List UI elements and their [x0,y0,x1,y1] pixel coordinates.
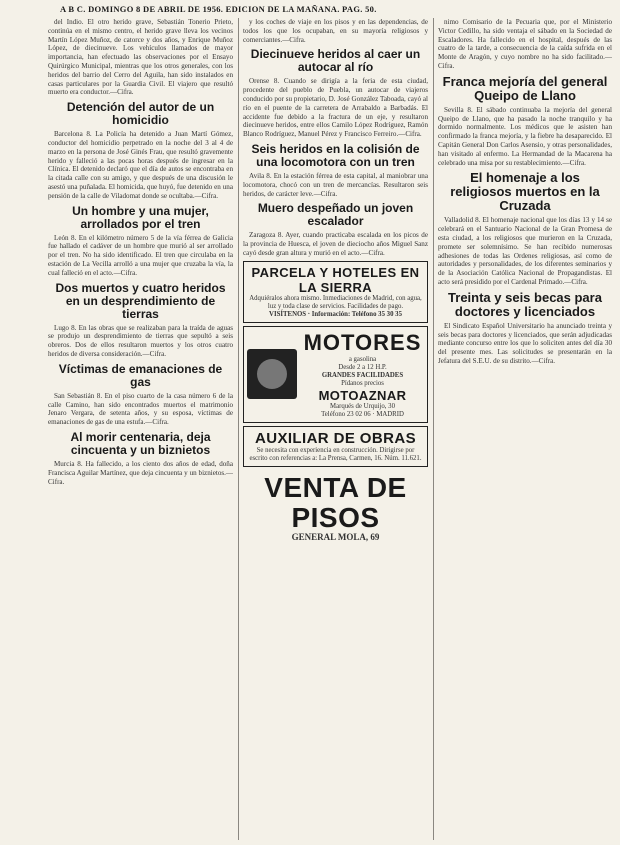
ad-body: Se necesita con experiencia en construcción. Dirigirse por escrito con referencias a: La Prensa, Carmen, 16. Núm. 11.621. [249,446,422,462]
ad-title: MOTORES [303,329,422,355]
motor-icon [247,349,297,399]
column-rule [433,18,434,840]
article-body: Lugo 8. En las obras que se realizaban para la traída de aguas se produjo un desprendimiento de tierras que sepultó a seis obreros. Dos de ellos resultaron muertos y los otros cuatro heridos de diversa consideración.—Cifra. [48,323,233,358]
headline: Al morir centenaria, deja cincuenta y un biznietos [70,429,211,457]
column-rule [238,18,239,840]
ad-line: Pídanos precios [341,379,384,387]
article-continuation: nimo Comisario de la Pecuaria que, por el Ministerio Victor Cedillo, ha sido ventaja el sábado en la Sociedad de Escaladores. Ha fallecido en el hospital, después de las cuatro de la tarde, a consecuencia de la caída sufrida en el Monte de Aragón, y cuyo nombre no ha sido facilitado.—Cifra. [438,18,612,70]
headline: Dos muertos y cuatro heridos en un desprendimiento de tierras [55,280,226,321]
headline: Diecinueve heridos al caer un autocar al río [250,47,421,75]
ad-line: GRANDES FACILIDADES [321,371,404,379]
page-header: A B C. DOMINGO 8 DE ABRIL DE 1956. EDICION DE LA MAÑANA. PAG. 50. [60,4,377,14]
column-middle [243,18,428,840]
ad-phone: Teléfono 23 02 06 · MADRID [321,410,404,418]
headline: Muero despeñado un joven escalador [257,201,414,229]
article-body: Sevilla 8. El sábado continuaba la mejoría del general Queipo de Llano, que ha pasado la noche tranquilo y ha dormido normalmente. Los médicos que le asisten han confirmado la franca mejoría, y la fiebre ha desaparecido. El Capitán General Don Carlos Asensio, y otras personalidades, han visitado al enfermo. La Hermandad de la Macarena ha celebrado una misa por su restablecimiento.—Cifra. [438,105,612,167]
article-body: Avila 8. En la estación férrea de esta capital, al maniobrar una locomotora, chocó con un tren de mercancías. Resultaron seis heridos, de carácter leve.—Cifra. [243,171,428,198]
ad-title: VENTA DE PISOS [264,471,407,533]
ad-title: AUXILIAR DE OBRAS [255,429,416,447]
article-body: Orense 8. Cuando se dirigía a la feria de esta ciudad, procedente del pueblo de Puebla, un autocar de viajeros conducido por su propietario, D. José González Taboada, cayó al río en el puente de la carretera de Arrabaldo a Barbadás. El accidente fue debido a la fractura de un eje, y resultaron diecinueve heridos, entre ellos Camilo López Rodríguez, Ramón Blanco Rodríguez, Manuel Pérez y Francisco Ferreiro.—Cifra. [243,77,428,139]
article-body: El Sindicato Español Universitario ha anunciado treinta y seis becas para doctores y licenciados, que serán adjudicadas mediante concurso entre los que lo soliciten antes del día 30 del presente mes. Las solicitudes se presentarán en la Jefatura del S.E.U. de su distrito.—Cifra. [438,321,612,365]
ad-footer: VISÍTENOS · Información: Teléfono 35 30 35 [269,310,402,318]
article-continuation: del Indio. El otro herido grave, Sebastián Tonerio Prieto, continúa en el mismo centro, el herido grave lleva los vecinos Martín López Muñoz, de catorce y dos años, y Enrique Muñoz López, de diecinueve. Los vehículos llamados de mayor importancia, han efectuado las observaciones por el Ensayo Quirúrgico Municipal, mientras que los otros generales, con los heridos del barrio del Cerro del Aguila, han sido instalados en casas particulares por la Guardia Civil. El viajero que resultó muerto era conductor.—Cifra. [48,18,233,97]
headline: Detención del autor de un homicidio [66,100,215,128]
column-right [438,18,612,840]
article-body: Valladolid 8. El homenaje nacional que los días 13 y 14 se celebrará en el Santuario Nacional de la Gran Promesa de esta ciudad, a los religiosos que murieron en la Cruzada, promete ser solemnísimo. Se han recibido numerosas adhesiones de todas las Ordenes religiosas, así como de autoridades y personalidades, de los diferentes seminarios y de la Asociación Católica Nacional de Propagandistas. El acto será presidido por el Cardenal Primado.—Cifra. [438,216,612,286]
article-body: Barcelona 8. La Policía ha detenido a Juan Martí Gómez, conductor del homicidio perpetrado en la noche del 3 al 4 de marzo en la persona de José Ginés Frau, que resultó gravemente herido y falleció a las pocas horas después de ingresar en la Clínica. El detenido declaró que el día de autos se encontraba en la citada calle con su amigo, y que después de una discusión le asestó una puñalada. El homicida, que huyó, fue detenido en una pensión de la calle de Viladomat donde se ocultaba.—Cifra. [48,130,233,200]
ad-line: Desde 2 a 12 H.P. [338,363,387,371]
ad-auxiliar [243,426,428,467]
headline: Víctimas de emanaciones de gas [58,361,223,389]
article-body: Murcia 8. Ha fallecido, a los ciento dos años de edad, doña Francisca Aguilar Martínez, que deja cincuenta y un biznietos.—Cifra. [48,459,233,486]
ad-venta-pisos [243,470,428,544]
headline: Un hombre y una mujer, arrollados por el tren [72,203,209,231]
column-left [48,18,233,840]
article-continuation: y los coches de viaje en los pisos y en las dependencias, de todos los que los ocupaban, en su mayoría religiosos y comerciantes.—Cifra. [243,18,428,44]
ad-parcelas [243,261,428,323]
article-body: León 8. En el kilómetro número 5 de la vía férrea de Galicia fue hallado el cadáver de un hombre que murió al ser arrollado por el tren. No ha sido identificado. El tren que circulaba en la estación de La Vecilla arrolló a una mujer que cruzaba la vía, la cual falleció en el acto.—Cifra. [48,233,233,277]
ad-motores [243,326,428,423]
headline: Treinta y seis becas para doctores y licenciados [448,289,602,319]
ad-title: PARCELA Y HOTELES EN LA SIERRA [251,264,420,295]
ad-sub: GENERAL MOLA, 69 [291,531,380,542]
article-body: Zaragoza 8. Ayer, cuando practicaba escalada en los picos de la provincia de Huesca, el joven de dieciocho años Miguel Sanz cayó desde gran altura y murió en el acto.—Cifra. [243,231,428,257]
ad-line: a gasolina [348,355,377,363]
headline: Franca mejoría del general Queipo de Llano [442,73,608,103]
headline: Seis heridos en la colisión de una locomotora con un tren [251,141,420,169]
article-body: San Sebastián 8. En el piso cuarto de la casa número 6 de la calle Camino, han sido encontrados muertos el matrimonio Jenaro Vergara, de setenta años, y su esposa, víctimas de emanaciones de gas de una estufa.—Cifra. [48,391,233,427]
ad-address: Marqués de Urquijo, 30 [330,402,395,410]
ad-brand: MOTOAZNAR [318,387,407,403]
headline: El homenaje a los religiosos muertos en la Cruzada [450,170,600,214]
ad-body: Adquiéralos ahora mismo. Inmediaciones de Madrid, con agua, luz y toda clase de servicios. Facilidades de pago. [249,294,422,310]
